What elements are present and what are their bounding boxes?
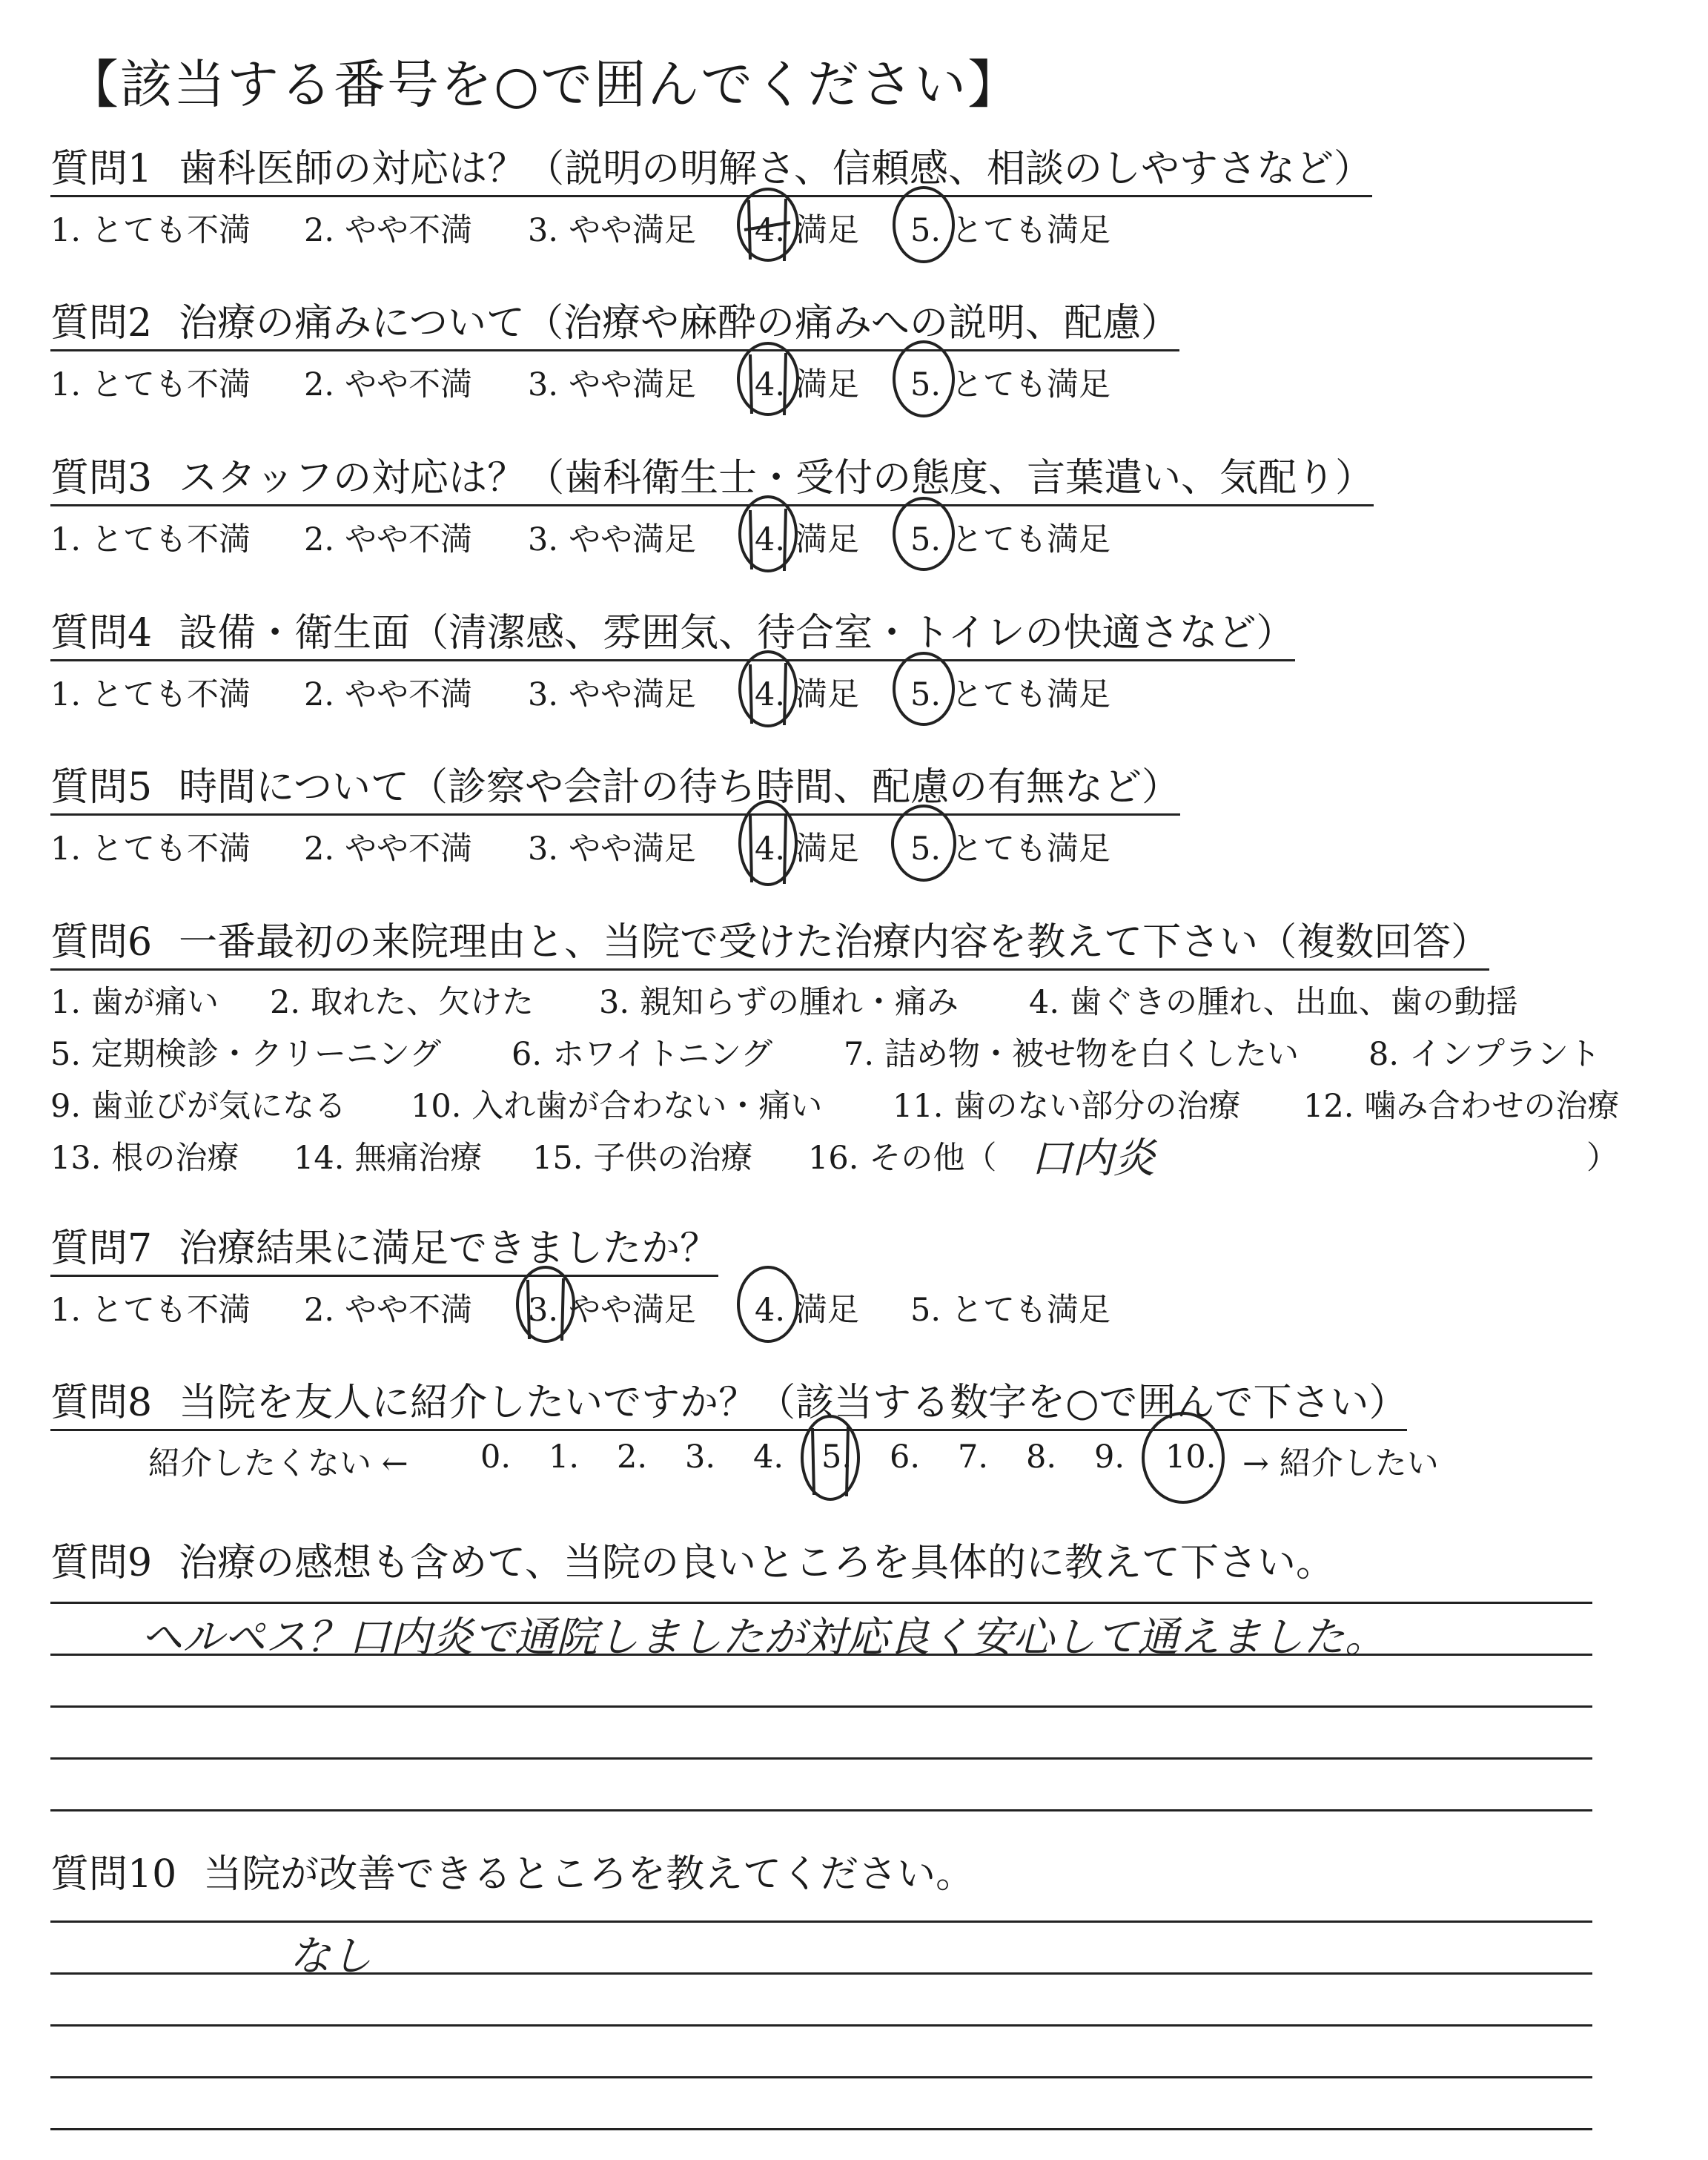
q6-option-1[interactable]: 1. 歯が痛い — [50, 984, 219, 1021]
question-number: 質問3 — [50, 456, 153, 501]
option-3[interactable]: 3. やや満足 — [528, 830, 697, 868]
option-1[interactable]: 1. とても不満 — [50, 1292, 251, 1329]
option-4[interactable]: 4. 満足 — [755, 521, 860, 558]
option-1[interactable]: 1. とても不満 — [50, 521, 251, 558]
question-number: 質問5 — [50, 765, 153, 810]
question-number: 質問1 — [50, 147, 153, 191]
q6-option-15[interactable]: 15. 子供の治療 — [532, 1140, 753, 1177]
scale-8[interactable]: 8. — [1026, 1439, 1057, 1476]
option-4[interactable]: 4. 満足 — [755, 676, 860, 713]
option-4[interactable]: 4. 満足 — [755, 830, 860, 868]
question-text: 治療結果に満足できましたか？ — [179, 1226, 719, 1271]
option-5[interactable]: 5. とても満足 — [910, 830, 1111, 868]
page-title: 【該当する番号を○で囲んでください】 — [67, 54, 1022, 115]
question-text: 治療の感想も含めて、当院の良いところを具体的に教えて下さい。 — [179, 1541, 1335, 1585]
question-text: 治療の痛みについて（治療や麻酔の痛みへの説明、配慮） — [179, 301, 1180, 346]
option-5[interactable]: 5. とても満足 — [910, 521, 1111, 558]
answer-line — [50, 2024, 1592, 2027]
option-4[interactable]: 4. 満足 — [755, 1292, 860, 1329]
scale-4[interactable]: 4. — [753, 1439, 784, 1476]
question-number: 質問10 — [50, 1852, 177, 1897]
scale-2[interactable]: 2. — [617, 1439, 648, 1476]
q9-handwritten-answer[interactable]: ヘルペス？口内炎で通院しましたが対応良く安心して通えました。 — [141, 1614, 1386, 1662]
question-7-title — [50, 1228, 718, 1277]
q6-option-5[interactable]: 5. 定期検診・クリーニング — [50, 1036, 442, 1073]
question-text: 当院が改善できるところを教えてください。 — [203, 1852, 975, 1897]
question-6-title — [50, 922, 1489, 971]
scale-6[interactable]: 6. — [890, 1439, 921, 1476]
question-number: 質問8 — [50, 1381, 153, 1425]
answer-line — [50, 1602, 1592, 1604]
question-number: 質問6 — [50, 920, 153, 965]
answer-line — [50, 2128, 1592, 2130]
option-4[interactable]: 4. 満足 — [755, 212, 860, 249]
scale-7[interactable]: 7. — [958, 1439, 989, 1476]
scale-1[interactable]: 1. — [549, 1439, 580, 1476]
scale-10[interactable]: 10. — [1165, 1439, 1217, 1476]
option-2[interactable]: 2. やや不満 — [304, 521, 473, 558]
option-5[interactable]: 5. とても満足 — [910, 676, 1111, 713]
q6-option-6[interactable]: 6. ホワイトニング — [512, 1036, 773, 1073]
scale-5[interactable]: 5. — [821, 1439, 853, 1476]
question-8-title — [50, 1382, 1407, 1431]
answer-line — [50, 1757, 1592, 1760]
q10-handwritten-answer[interactable]: なし — [289, 1932, 372, 1981]
scale-0[interactable]: 0. — [480, 1439, 512, 1476]
option-3[interactable]: 3. やや満足 — [528, 212, 697, 249]
option-1[interactable]: 1. とても不満 — [50, 830, 251, 868]
option-3[interactable]: 3. やや満足 — [528, 1292, 697, 1329]
answer-line — [50, 1920, 1592, 1923]
question-1-title — [50, 148, 1372, 197]
option-3[interactable]: 3. やや満足 — [528, 521, 697, 558]
q6-paren-close: ） — [1586, 1140, 1618, 1177]
q6-option-12[interactable]: 12. 噛み合わせの治療 — [1303, 1088, 1620, 1125]
q6-option-8[interactable]: 8. インプラント — [1368, 1036, 1601, 1073]
option-5[interactable]: 5. とても満足 — [910, 1292, 1111, 1329]
question-number: 質問2 — [50, 301, 153, 346]
question-9-title — [50, 1542, 1334, 1589]
question-5-title — [50, 767, 1180, 816]
question-2-title — [50, 303, 1179, 351]
option-2[interactable]: 2. やや不満 — [304, 830, 473, 868]
q6-other-handwritten: 口内炎 — [1030, 1135, 1155, 1183]
option-3[interactable]: 3. やや満足 — [528, 676, 697, 713]
q6-option-2[interactable]: 2. 取れた、欠けた — [270, 984, 534, 1021]
scale-left-label: 紹介したくない ← — [148, 1445, 408, 1482]
q6-option-13[interactable]: 13. 根の治療 — [50, 1140, 239, 1177]
q6-option-4[interactable]: 4. 歯ぐきの腫れ、出血、歯の動揺 — [1029, 984, 1518, 1021]
question-number: 質問7 — [50, 1226, 153, 1271]
q6-option-7[interactable]: 7. 詰め物・被せ物を白くしたい — [844, 1036, 1300, 1073]
q6-option-3[interactable]: 3. 親知らずの腫れ・痛み — [599, 984, 959, 1021]
question-number: 質問4 — [50, 611, 153, 655]
q6-option-14[interactable]: 14. 無痛治療 — [294, 1140, 483, 1177]
question-10-title — [50, 1854, 974, 1900]
option-2[interactable]: 2. やや不満 — [304, 366, 473, 403]
option-1[interactable]: 1. とても不満 — [50, 366, 251, 403]
scale-3[interactable]: 3. — [685, 1439, 716, 1476]
option-4[interactable]: 4. 満足 — [755, 366, 860, 403]
option-2[interactable]: 2. やや不満 — [304, 1292, 473, 1329]
scale-right-label: → 紹介したい — [1242, 1445, 1439, 1482]
option-3[interactable]: 3. やや満足 — [528, 366, 697, 403]
q6-option-11[interactable]: 11. 歯のない部分の治療 — [893, 1088, 1241, 1125]
option-5[interactable]: 5. とても満足 — [910, 366, 1111, 403]
question-text: 一番最初の来院理由と、当院で受けた治療内容を教えて下さい（複数回答） — [179, 920, 1490, 965]
question-4-title — [50, 612, 1295, 661]
scale-9[interactable]: 9. — [1094, 1439, 1125, 1476]
option-2[interactable]: 2. やや不満 — [304, 676, 473, 713]
question-text: 歯科医師の対応は？（説明の明解さ、信頼感、相談のしやすさなど） — [179, 147, 1373, 191]
q6-option-9[interactable]: 9. 歯並びが気になる — [50, 1088, 347, 1125]
question-number: 質問9 — [50, 1541, 153, 1585]
question-text: 時間について（診察や会計の待ち時間、配慮の有無など） — [179, 765, 1181, 810]
option-1[interactable]: 1. とても不満 — [50, 212, 251, 249]
question-3-title — [50, 458, 1374, 506]
option-1[interactable]: 1. とても不満 — [50, 676, 251, 713]
q6-option-10[interactable]: 10. 入れ歯が合わない・痛い — [411, 1088, 823, 1125]
answer-line — [50, 1705, 1592, 1708]
option-5[interactable]: 5. とても満足 — [910, 212, 1111, 249]
answer-line — [50, 1809, 1592, 1811]
answer-line — [50, 1972, 1592, 1975]
q6-option-16[interactable]: 16. その他（ — [808, 1140, 997, 1177]
answer-line — [50, 2076, 1592, 2078]
question-text: 当院を友人に紹介したいですか？（該当する数字を○で囲んで下さい） — [179, 1381, 1408, 1425]
question-text: スタッフの対応は？（歯科衛生士・受付の態度、言葉遣い、気配り） — [179, 456, 1374, 501]
question-text: 設備・衛生面（清潔感、雰囲気、待合室・トイレの快適さなど） — [179, 611, 1295, 655]
option-2[interactable]: 2. やや不満 — [304, 212, 473, 249]
